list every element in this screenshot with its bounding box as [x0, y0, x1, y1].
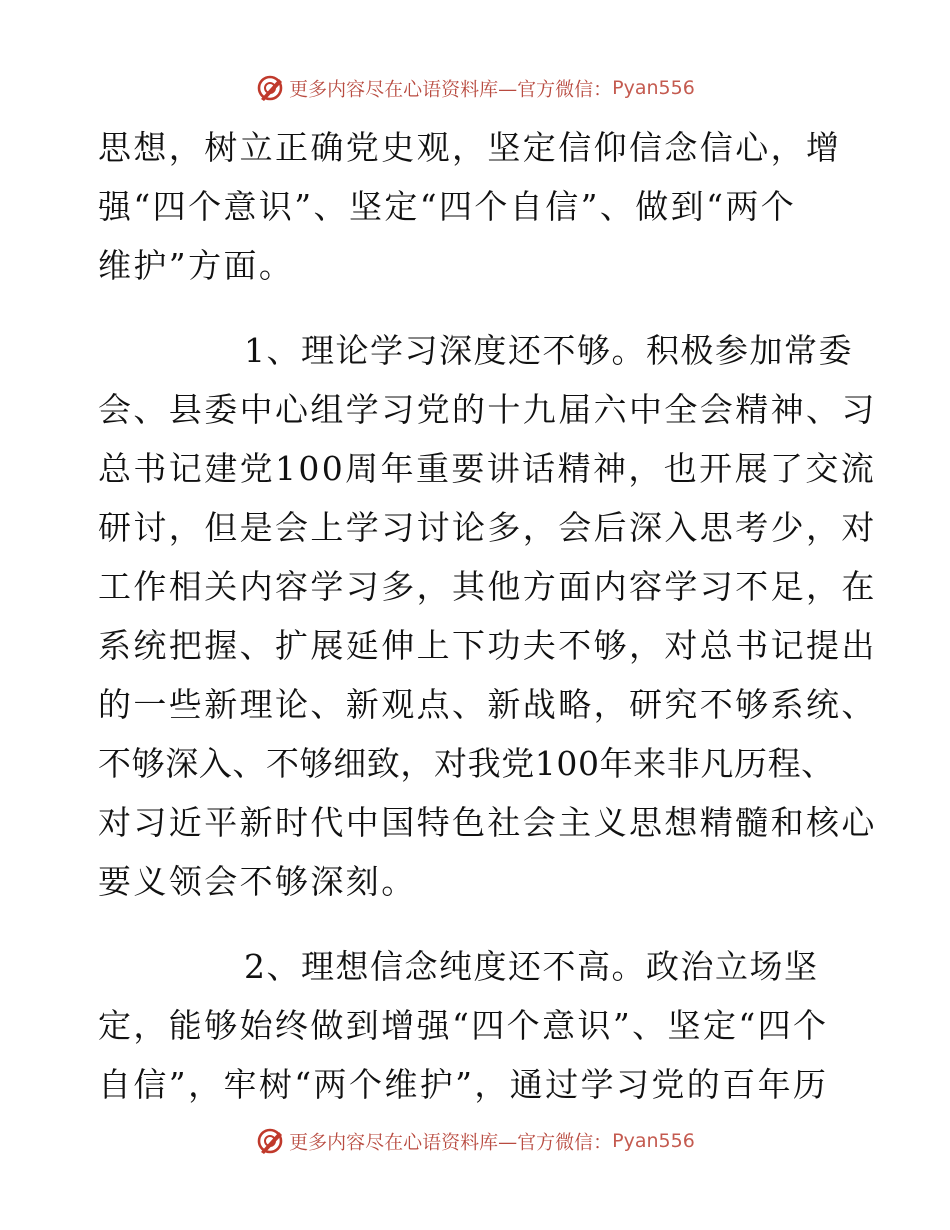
text-line: 系统把握、扩展延伸上下功夫不够，对总书记提出	[98, 626, 877, 665]
paragraph-intro	[98, 118, 850, 295]
document-body	[98, 118, 877, 1140]
paragraph-ideals-belief	[98, 937, 850, 1114]
text-line: 维护”方面。	[98, 246, 295, 285]
text-line: 要义领会不够深刻。	[98, 862, 417, 901]
paragraph-theory-study	[98, 321, 877, 911]
watermark-wechat-id: Pyan556	[612, 1130, 695, 1152]
header-watermark	[0, 73, 950, 103]
watermark-wechat-id: Pyan556	[612, 77, 695, 99]
text-line: 的一些新理论、新观点、新战略，研究不够系统、	[98, 685, 877, 724]
text-line: 强“四个意识”、坚定“四个自信”、做到“两个	[98, 187, 797, 226]
text-line: 研讨，但是会上学习讨论多，会后深入思考少，对	[98, 508, 877, 547]
text-line: 总书记建党100周年重要讲话精神，也开展了交流	[98, 449, 877, 488]
text-line: 对习近平新时代中国特色社会主义思想精髓和核心	[98, 803, 877, 842]
watermark-text: 更多内容尽在心语资料库—官方微信：	[289, 1131, 613, 1154]
text-line: 思想，树立正确党史观，坚定信仰信念信心，增	[98, 128, 842, 167]
brand-logo-icon	[255, 73, 285, 103]
text-line: 定，能够始终做到增强“四个意识”、坚定“四个	[98, 1006, 829, 1045]
text-line: 不够深入、不够细致，对我党100年来非凡历程、	[98, 744, 835, 783]
text-line: 会、县委中心组学习党的十九届六中全会精神、习	[98, 390, 877, 429]
text-line: 2、理想信念纯度还不高。政治立场坚	[244, 947, 819, 986]
text-line: 工作相关内容学习多，其他方面内容学习不足，在	[98, 567, 877, 606]
footer-watermark	[0, 1126, 950, 1156]
text-line: 1、理论学习深度还不够。积极参加常委	[244, 331, 853, 370]
watermark-text: 更多内容尽在心语资料库—官方微信：	[289, 78, 613, 101]
text-line: 自信”，牢树“两个维护”，通过学习党的百年历	[98, 1065, 829, 1104]
brand-logo-icon	[255, 1126, 285, 1156]
